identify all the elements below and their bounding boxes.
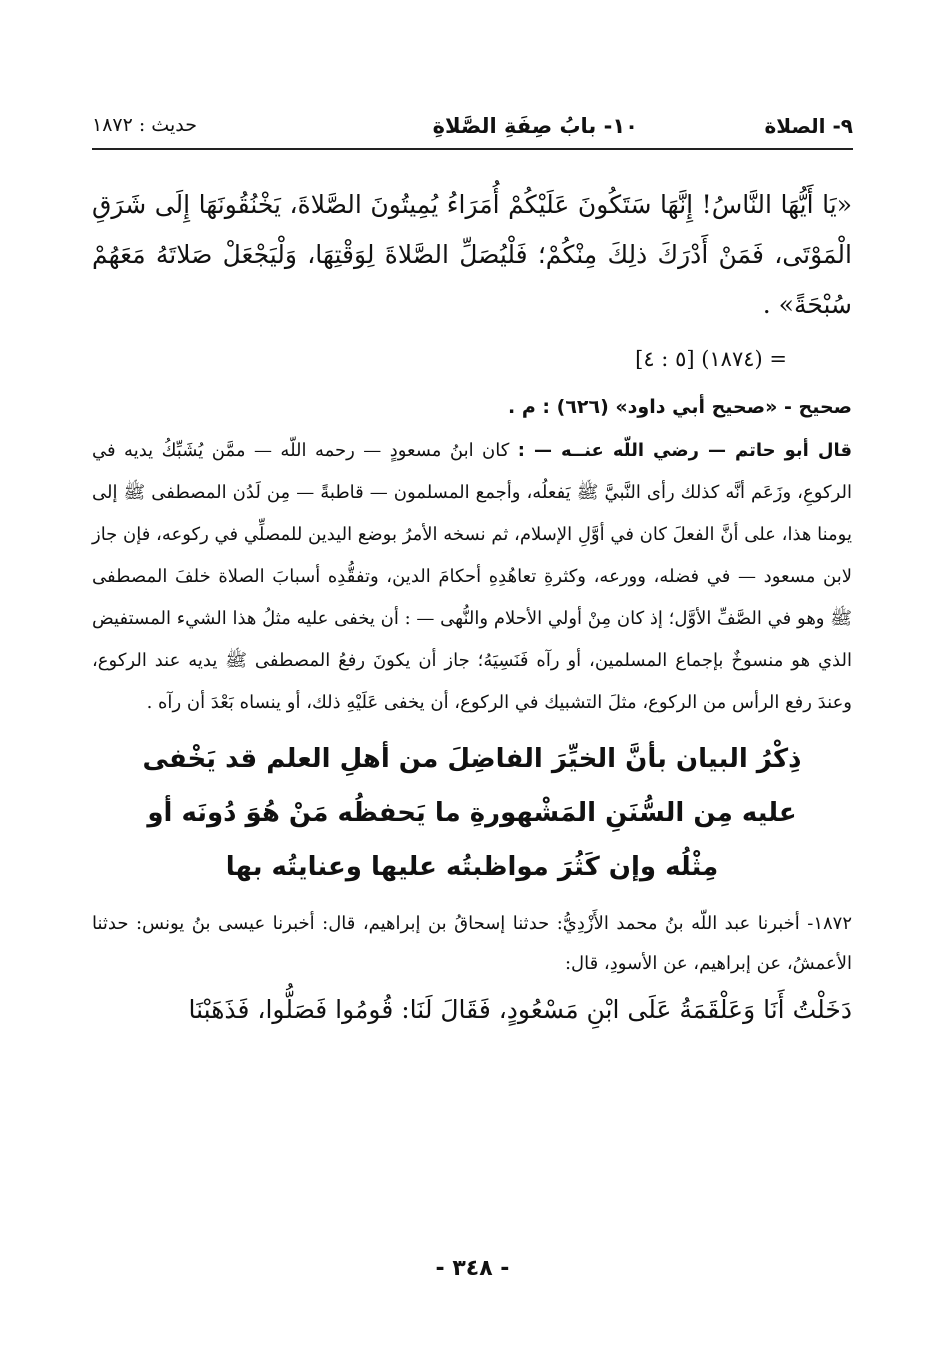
hadith-matn: دَخَلْتُ أَنَا وَعَلْقَمَةُ عَلَى ابْنِ مَسْعُودٍ، فَقَالَ لَنَا: قُومُوا فَصَلُّوا، فَذَهَبْنَا (188, 995, 852, 1024)
hadith-grade: صحيح - «صحيح أبي داود» (٦٢٦) : م . (508, 396, 852, 418)
header-book-title: ٩- الصلاة (764, 114, 853, 138)
page-body (92, 180, 852, 1032)
running-header (92, 108, 853, 148)
header-hadith-number: حديث : ١٨٧٢ (92, 114, 197, 136)
chapter-heading: ذِكْرُ البيان بأنَّ الخيِّرَ الفاضِلَ من أهلِ العلم قد يَخْفى عليه مِن السُّنَنِ المَشْهورةِ ما يَحفظُه مَنْ هُوَ دُونَه أو مِثْلُه وإن كَثُرَ مواظبتُه عليها وعنايتُه بها (142, 744, 802, 882)
commentary-lead: قال أبو حاتم — رضي اللّه عنــه — : (517, 440, 852, 461)
cross-reference: = (١٨٧٤) [٥ : ٤] (635, 347, 787, 371)
header-chapter-title: ١٠- بابُ صِفَةِ الصَّلاةِ (432, 114, 638, 138)
commentary-text: كان ابنُ مسعودٍ — رحمه اللّه — ممَّن يُشَبِّكُ يديه في الركوعِ، وزَعَم أنَّه كذلك رأى النَّبيَّ ﷺ يَفعلُه، وأجمع المسلمون — قاطبةً — مِن لَدُن المصطفى ﷺ إلى يومنا هذا، على أنَّ الفعلَ كان في أوَّلِ الإسلام، ثم نسخه الأمرُ بوضع اليدين للمصلِّي في ركوعه، فإن جاز لابن مسعود — في فضله، وورعه، وكثرةِ تعاهُدِهِ أحكامَ الدين، وتفقُّدِه أسبابَ الصلاة خلفَ المصطفى ﷺ وهو في الصَّفِّ الأوَّل؛ إذ كان مِنْ أولي الأحلام والنُّهى — : أن يخفى عليه مثلُ هذا الشيء المستفيض الذي هو منسوخٌ بإجماع المسلمين، أو رآه فَنَسِيَهُ؛ جاز أن يكونَ رفعُ المصطفى ﷺ يديه عند الركوع، وعندَ رفع الرأس من الركوع، مثلَ التشبيك في الركوع، أن يخفى عَلَيْهِ ذلك، أو ينساه بَعْدَ أن رآه . (92, 440, 852, 713)
isnad-chain: ١٨٧٢- أخبرنا عبد اللّه بنُ محمد الأَزْدِيُّ: حدثنا إسحاقُ بن إبراهيم، قال: أخبرنا عيسى بنُ يونس: حدثنا الأعمشُ، عن إبراهيم، عن الأسودِ، قال: (92, 913, 852, 974)
page-number: - ٣٤٨ - (435, 1256, 510, 1281)
commentary-paragraph (92, 430, 852, 724)
hadith-quote: «يَا أَيُّهَا النَّاسُ! إِنَّهَا سَتَكُونَ عَلَيْكُمْ أُمَرَاءُ يُمِيتُونَ الصَّلاةَ، يَخْنُقُونَهَا إِلَى شَرَقِ الْمَوْتَى، فَمَنْ أَدْرَكَ ذلِكَ مِنْكُمْ؛ فَلْيُصَلِّ الصَّلاةَ لِوَقْتِهَا، وَلْيَجْعَلْ صَلاتَهُ مَعَهُمْ سُبْحَةً» . (92, 190, 852, 319)
header-divider (92, 148, 853, 150)
